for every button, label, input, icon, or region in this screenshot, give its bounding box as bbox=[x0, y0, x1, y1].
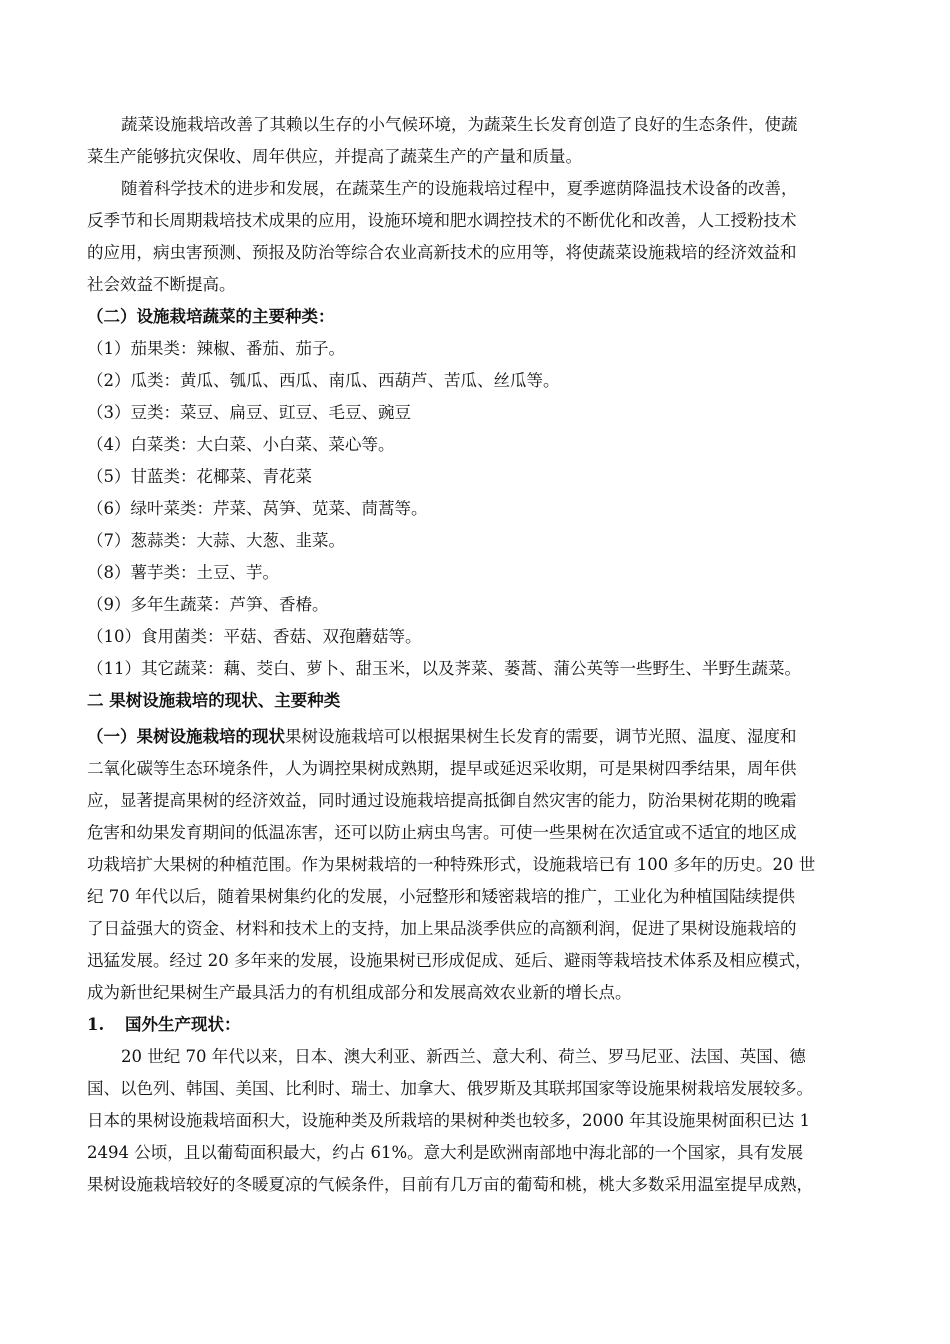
paragraph-line: 随着科学技术的进步和发展，在蔬菜生产的设施栽培过程中，夏季遮荫降温技术设备的改善， bbox=[121, 179, 798, 198]
paragraph-line: 纪 70 年代以后，随着果树集约化的发展，小冠整形和矮密栽培的推广，工业化为种植国陆续提供 bbox=[87, 887, 795, 906]
list-item: （9）多年生蔬菜：芦笋、香椿。 bbox=[87, 595, 329, 614]
paragraph-line: 危害和幼果发育期间的低温冻害，还可以防止病虫鸟害。可使一些果树在次适宜或不适宜的地区成 bbox=[87, 823, 797, 842]
paragraph-line: 的应用，病虫害预测、预报及防治等综合农业高新技术的应用等，将使蔬菜设施栽培的经济效益和 bbox=[87, 243, 797, 262]
list-item: （7）葱蒜类：大蒜、大葱、韭菜。 bbox=[87, 531, 345, 550]
paragraph-line: 成为新世纪果树生产最具活力的有机组成部分和发展高效农业新的增长点。 bbox=[87, 983, 632, 1002]
paragraph-line: 反季节和长周期栽培技术成果的应用，设施环境和肥水调控技术的不断优化和改善，人工授粉技术 bbox=[87, 211, 797, 230]
paragraph-line: 迅猛发展。经过 20 多年来的发展，设施果树已形成促成、延后、避雨等栽培技术体系及相应模式， bbox=[87, 951, 812, 970]
list-item: （5）甘蓝类：花椰菜、青花菜 bbox=[87, 467, 312, 486]
inline-text: 果树设施栽培可以根据果树生长发育的需要，调节光照、温度、湿度和 bbox=[285, 727, 797, 746]
paragraph-line: 2494 公顷，且以葡萄面积最大，约占 61%。意大利是欧洲南部地中海北部的一个国家，具有发展 bbox=[87, 1143, 804, 1162]
paragraph-line: 二氧化碳等生态环境条件，人为调控果树成熟期，提早或延迟采收期，可是果树四季结果，周年供 bbox=[87, 759, 797, 778]
paragraph-line: 社会效益不断提高。 bbox=[87, 275, 236, 294]
list-item: （8）薯芋类：土豆、芋。 bbox=[87, 563, 279, 582]
paragraph-line: 国、以色列、韩国、美国、比利时、瑞士、加拿大、俄罗斯及其联邦国家等设施果树栽培发展较多。 bbox=[87, 1079, 813, 1098]
section-heading: （二）设施栽培蔬菜的主要种类： bbox=[87, 307, 335, 326]
paragraph-line: 功栽培扩大果树的种植范围。作为果树栽培的一种特殊形式，设施栽培已有 100 多年的历史。20 世 bbox=[87, 855, 816, 874]
paragraph-line bbox=[87, 726, 797, 748]
chapter-heading: 二 果树设施栽培的现状、主要种类 bbox=[87, 691, 341, 710]
paragraph-line: 应，显著提高果树的经济效益，同时通过设施栽培提高抵御自然灾害的能力，防治果树花期的晚霜 bbox=[87, 791, 797, 810]
inline-heading: （一）果树设施栽培的现状 bbox=[87, 727, 285, 746]
paragraph-line: 20 世纪 70 年代以来，日本、澳大利亚、新西兰、意大利、荷兰、罗马尼亚、法国、英国、德 bbox=[121, 1047, 806, 1066]
list-item: （3）豆类：菜豆、扁豆、豇豆、毛豆、豌豆 bbox=[87, 403, 411, 422]
subsection-heading bbox=[87, 1014, 241, 1036]
paragraph-line: 菜生产能够抗灾保收、周年供应，并提高了蔬菜生产的产量和质量。 bbox=[87, 147, 582, 166]
list-item: （6）绿叶菜类：芹菜、莴笋、苋菜、茼蒿等。 bbox=[87, 499, 428, 518]
list-item: （2）瓜类：黄瓜、瓠瓜、西瓜、南瓜、西葫芦、苦瓜、丝瓜等。 bbox=[87, 371, 560, 390]
list-item: （4）白菜类：大白菜、小白菜、菜心等。 bbox=[87, 435, 395, 454]
paragraph-line: 蔬菜设施栽培改善了其赖以生存的小气候环境，为蔬菜生长发育创造了良好的生态条件，使蔬 bbox=[121, 115, 798, 134]
paragraph-line: 日本的果树设施栽培面积大，设施种类及所栽培的果树种类也较多，2000 年其设施果树面积已达 1 bbox=[87, 1111, 810, 1130]
heading-number: 1. bbox=[87, 1015, 105, 1034]
list-item: （10）食用菌类：平菇、香菇、双孢蘑菇等。 bbox=[87, 627, 422, 646]
paragraph-line: 果树设施栽培较好的冬暖夏凉的气候条件，目前有几万亩的葡萄和桃，桃大多数采用温室提早成熟， bbox=[87, 1175, 813, 1194]
paragraph-line: 了日益强大的资金、材料和技术上的支持，加上果品淡季供应的高额利润，促进了果树设施栽培的 bbox=[87, 919, 797, 938]
list-item: （11）其它蔬菜：藕、茭白、萝卜、甜玉米，以及荠菜、蒌蒿、蒲公英等一些野生、半野生蔬菜。 bbox=[87, 659, 801, 678]
heading-text: 国外生产现状： bbox=[125, 1015, 241, 1034]
list-item: （1）茄果类：辣椒、番茄、茄子。 bbox=[87, 339, 345, 358]
